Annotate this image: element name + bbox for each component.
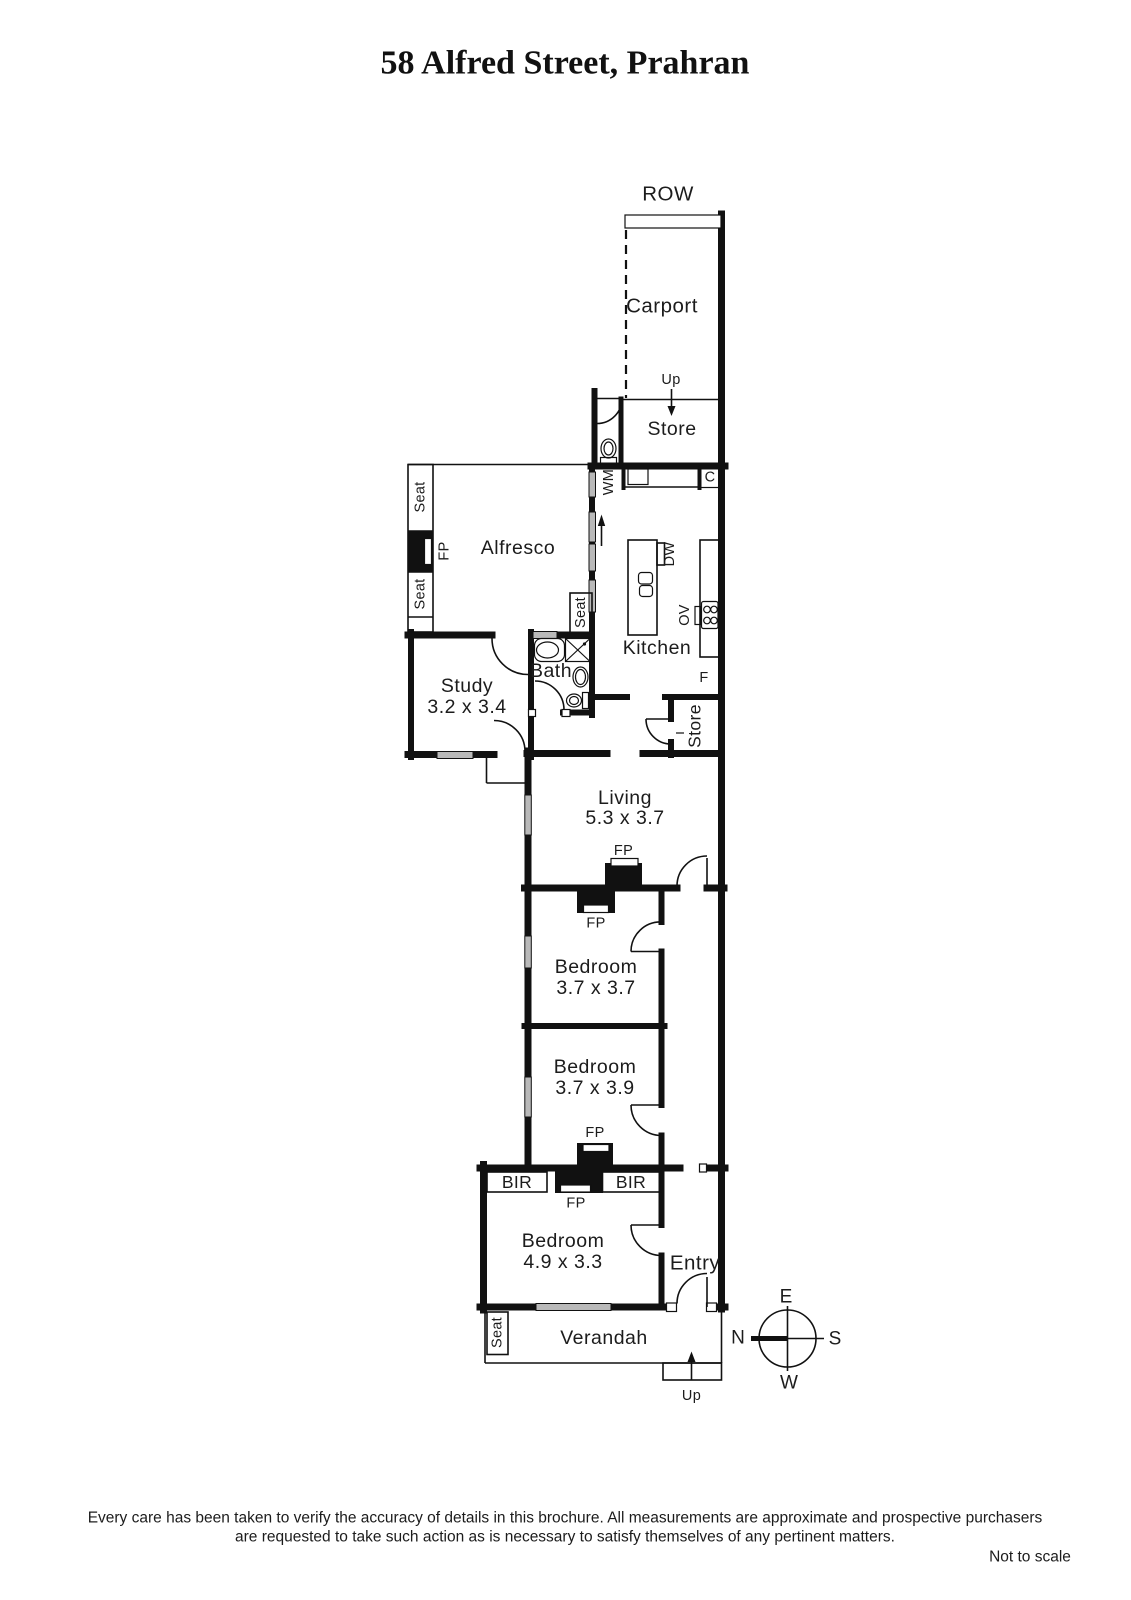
label-verandah: Verandah bbox=[560, 1327, 648, 1349]
footer-scale-note: Not to scale bbox=[989, 1548, 1071, 1566]
label-fp-bed3: FP bbox=[566, 1195, 586, 1212]
label-store-lower: Store bbox=[684, 704, 705, 748]
compass-west: W bbox=[780, 1372, 798, 1394]
label-verandah-up: Up bbox=[681, 1388, 702, 1404]
label-bed3-name: Bedroom bbox=[521, 1230, 605, 1252]
label-fp-living: FP bbox=[613, 843, 634, 859]
fireplace-living bbox=[605, 863, 642, 888]
kitchen-bench bbox=[700, 540, 719, 657]
label-seat-3: Seat bbox=[573, 596, 589, 629]
bedroom1-area bbox=[555, 890, 662, 999]
study-south-door-arc bbox=[494, 721, 525, 752]
label-bed1-dims: 3.7 x 3.7 bbox=[556, 977, 636, 999]
study-area bbox=[427, 639, 528, 784]
toilet-icon bbox=[601, 439, 617, 464]
living-area bbox=[585, 787, 707, 888]
label-bir-left: BIR bbox=[501, 1172, 533, 1192]
label-wm: WM bbox=[601, 468, 617, 496]
living-door-arc bbox=[677, 856, 707, 886]
bed1-door-arc bbox=[631, 922, 662, 952]
label-fridge: F bbox=[699, 670, 709, 686]
store-door-arc bbox=[646, 719, 671, 744]
wc-door-arc bbox=[597, 399, 622, 424]
label-dw: DW bbox=[662, 541, 678, 567]
washing-machine-icon bbox=[628, 469, 648, 485]
label-bir-right: BIR bbox=[615, 1172, 647, 1192]
entry-area bbox=[667, 1252, 721, 1312]
label-bed2-name: Bedroom bbox=[553, 1056, 637, 1078]
compass-south: S bbox=[828, 1328, 842, 1350]
laundry-area bbox=[601, 467, 721, 496]
wc-store-area bbox=[597, 399, 697, 464]
front-door-arc bbox=[677, 1274, 707, 1304]
cooktop-icon bbox=[702, 602, 719, 629]
kitchen-area bbox=[623, 540, 719, 686]
label-carport: Carport bbox=[626, 294, 698, 318]
footer-line1: Every care has been taken to verify the accuracy of details in this brochure. All measurements are approximate and prospective purchasers bbox=[87, 1509, 1043, 1527]
bath-door-arc bbox=[535, 681, 564, 710]
label-cupboard: C bbox=[704, 469, 716, 486]
compass-icon bbox=[731, 1287, 841, 1394]
label-bath: Bath bbox=[529, 660, 573, 682]
store-lower-area bbox=[646, 704, 705, 748]
label-study-name: Study bbox=[440, 675, 494, 697]
footer-line2: are requested to take such action as is necessary to satisfy themselves of any pertinent matters. bbox=[235, 1528, 895, 1546]
bed2-door-arc bbox=[631, 1105, 662, 1136]
label-seat-1: Seat bbox=[412, 481, 429, 513]
sink-icon bbox=[639, 573, 653, 585]
label-living-name: Living bbox=[598, 787, 652, 809]
bedroom2-area bbox=[554, 1056, 662, 1168]
label-fp-alfresco: FP bbox=[436, 541, 453, 561]
label-seat-2: Seat bbox=[412, 578, 429, 610]
label-entry: Entry bbox=[669, 1251, 721, 1275]
study-north-door-arc bbox=[492, 639, 528, 675]
label-living-dims: 5.3 x 3.7 bbox=[585, 807, 665, 829]
label-seat-verandah: Seat bbox=[489, 1316, 506, 1349]
label-ov: OV bbox=[677, 604, 693, 626]
page-title: 58 Alfred Street, Prahran bbox=[380, 44, 750, 82]
label-store-upper: Store bbox=[647, 418, 697, 440]
carport-area bbox=[621, 183, 721, 417]
carport-gate bbox=[625, 215, 721, 228]
compass-east: E bbox=[779, 1286, 793, 1308]
label-alfresco: Alfresco bbox=[480, 537, 556, 559]
label-fp-bed1: FP bbox=[586, 915, 606, 932]
compass-north: N bbox=[731, 1327, 745, 1349]
label-bed1-name: Bedroom bbox=[554, 956, 638, 978]
bed3-door-arc bbox=[631, 1225, 662, 1256]
label-row: ROW bbox=[642, 182, 694, 206]
footer bbox=[88, 1510, 1071, 1566]
bath-toilet-icon bbox=[567, 693, 589, 709]
label-kitchen: Kitchen bbox=[622, 637, 692, 659]
label-carport-up: Up bbox=[661, 372, 681, 388]
label-bed2-dims: 3.7 x 3.9 bbox=[555, 1077, 635, 1099]
label-bed3-dims: 4.9 x 3.3 bbox=[523, 1251, 603, 1273]
alfresco-area bbox=[408, 465, 605, 633]
verandah-area bbox=[485, 1310, 722, 1404]
bath-area bbox=[529, 639, 591, 717]
label-fp-bed2: FP bbox=[585, 1125, 605, 1141]
label-study-dims: 3.2 x 3.4 bbox=[427, 696, 507, 718]
